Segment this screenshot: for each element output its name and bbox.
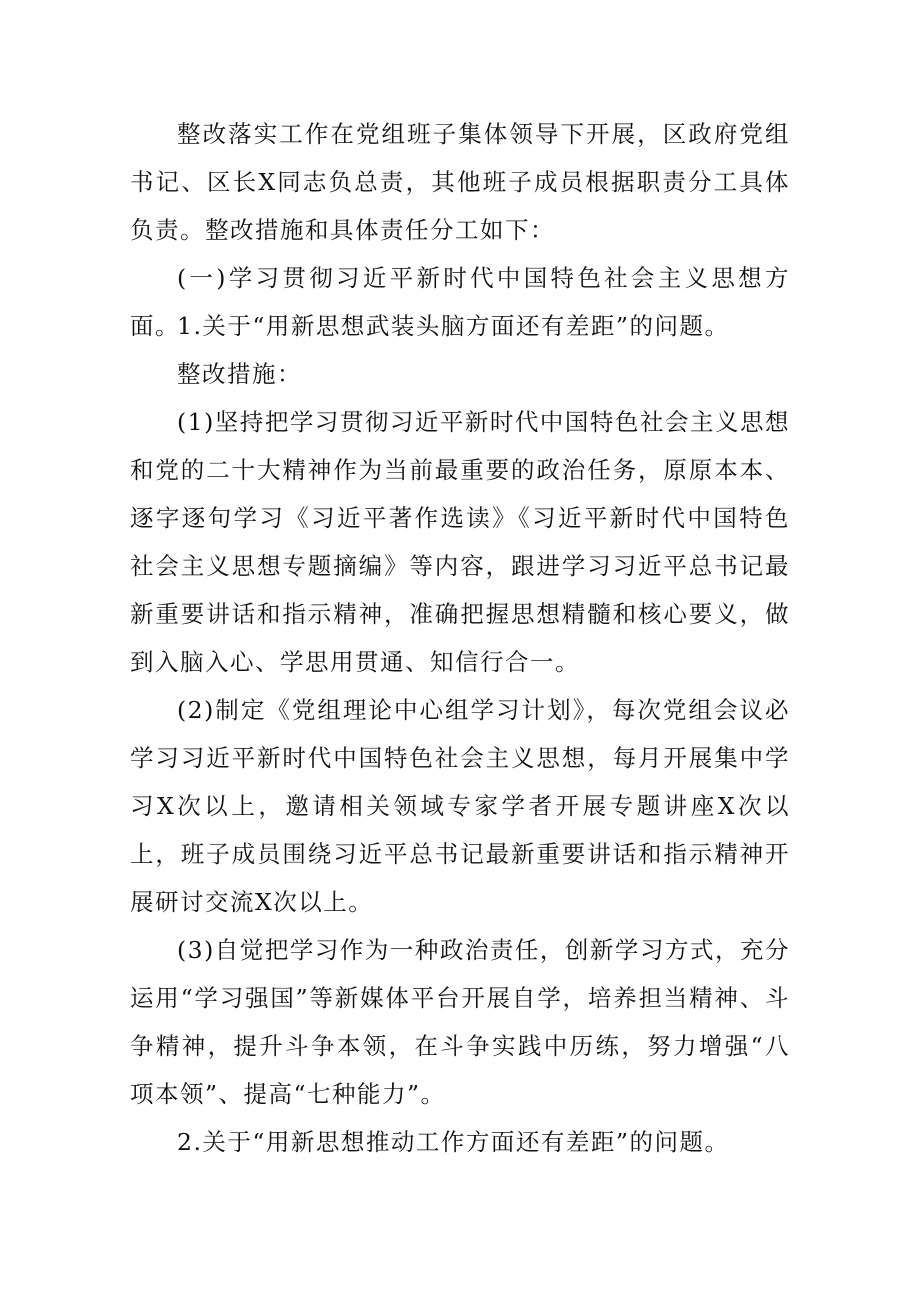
issue-heading-1: 1.关于“用新思想武装头脑方面还有差距”的问题。 [177,312,730,340]
measure-item-1: (1)坚持把学习贯彻习近平新时代中国特色社会主义思想和党的二十大精神作为当前最重要的政治任务，原原本本、逐字逐句学习《习近平著作选读》《习近平新时代中国特色社会主义思想专题摘编》等内容，跟进学习习近平总书记最新重要讲话和指示精神，准确把握思想精髓和核心要义，做到入脑入心、学思用贯通、知信行合一。 [130,408,790,676]
paragraph-responsibility-intro: 整改落实工作在党组班子集体领导下开展，区政府党组书记、区长X同志负总责，其他班子成员根据职责分工具体负责。整改措施和具体责任分工如下： [130,120,790,244]
issue-heading-2: 2.关于“用新思想推动工作方面还有差距”的问题。 [177,1128,730,1156]
section-heading-1: (一)学习贯彻习近平新时代中国特色社会主义思想方面。 [130,264,790,340]
measures-label: 整改措施： [177,360,302,388]
measure-item-2: (2)制定《党组理论中心组学习计划》，每次党组会议必学习习近平新时代中国特色社会主义思想，每月开展集中学习X次以上，邀请相关领域专家学者开展专题讲座X次以上，班子成员围绕习近平总书记最新重要讲话和指示精神开展研讨交流X次以上。 [130,696,790,916]
measure-item-3: (3)自觉把学习作为一种政治责任，创新学习方式，充分运用“学习强国”等新媒体平台开展自学，培养担当精神、斗争精神，提升斗争本领，在斗争实践中历练，努力增强“八项本领”、提高“七种能力”。 [130,936,790,1108]
